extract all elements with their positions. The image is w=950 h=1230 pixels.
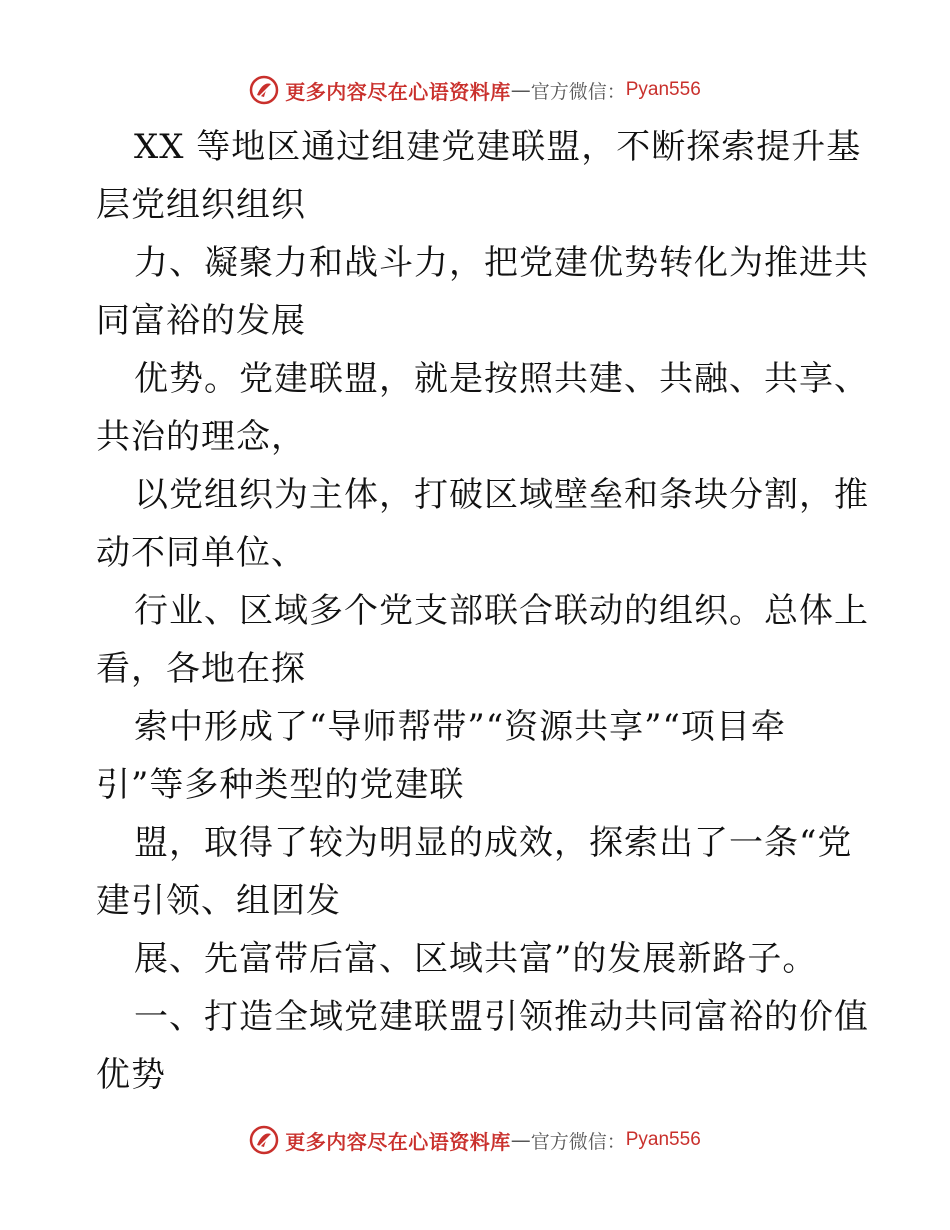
document-body (96, 118, 869, 1104)
text-line: XX 等地区通过组建党建联盟，不断探索提升基 (134, 127, 862, 167)
banner-official-label: 官方微信： (530, 1130, 626, 1153)
text-line: 优势 (96, 1055, 166, 1095)
banner-separator: — (510, 78, 531, 102)
text-line: 展、先富带后富、区域共富”的发展新路子。 (134, 939, 818, 979)
banner-wechat-id: Pyan556 (625, 79, 701, 100)
text-line: 行业、区域多个党支部联合联动的组织。总体上 (134, 591, 869, 631)
text-line: 力、凝聚力和战斗力，把党建优势转化为推进共 (134, 243, 869, 283)
text-line: 同富裕的发展 (96, 301, 306, 341)
text-line: 看，各地在探 (96, 649, 306, 689)
text-line: 共治的理念， (96, 417, 306, 457)
text-line: 盟，取得了较为明显的成效，探索出了一条“党 (134, 823, 853, 863)
logo-icon (249, 75, 279, 105)
text-line: 一、打造全域党建联盟引领推动共同富裕的价值 (134, 997, 869, 1037)
text-line: 索中形成了“导师帮带”“资源共享”“项目牵 (134, 707, 786, 747)
header-banner (0, 70, 950, 110)
text-line: 建引领、组团发 (96, 881, 341, 921)
text-line: 层党组织组织 (96, 185, 306, 225)
footer-banner (0, 1120, 950, 1160)
text-line: 以党组织为主体，打破区域壁垒和条块分割，推 (134, 475, 869, 515)
banner-title: 更多内容尽在心语资料库 (285, 79, 511, 104)
text-line: 动不同单位、 (96, 533, 306, 573)
text-line: 优势。党建联盟，就是按照共建、共融、共享、 (134, 359, 869, 399)
banner-separator: — (510, 1128, 531, 1152)
text-line: 引”等多种类型的党建联 (96, 765, 465, 805)
banner-wechat-id: Pyan556 (625, 1129, 701, 1150)
banner-official-label: 官方微信： (530, 80, 626, 103)
banner-title: 更多内容尽在心语资料库 (285, 1129, 511, 1154)
logo-icon (249, 1125, 279, 1155)
